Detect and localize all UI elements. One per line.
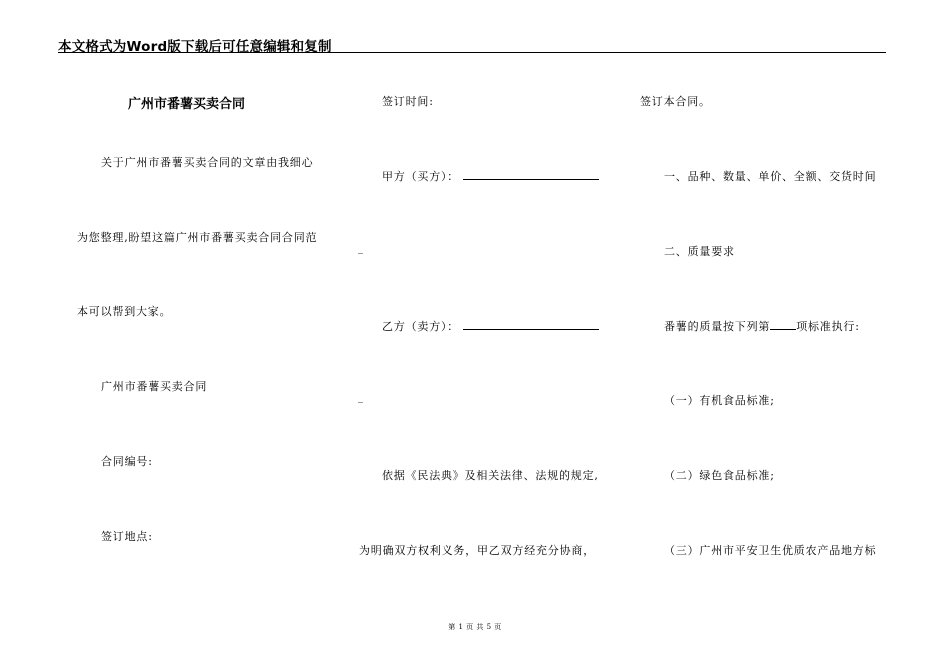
quality-standard-line [664,318,860,334]
contract-number-label: 合同编号: [101,455,153,468]
document-title: 广州市番薯买卖合同 [128,97,246,112]
party-a-row [382,168,599,184]
party-b-tail: _ [358,392,363,403]
contract-name: 广州市番薯买卖合同 [101,380,208,393]
quality-prefix: 番薯的质量按下列第 [664,320,771,333]
clause-1-heading: 一、品种、数量、单价、全额、交货时间 [664,170,877,183]
basis-line-1: 依据《民法典》及相关法律、法规的规定, [382,469,599,482]
sign-place-label: 签订地点: [101,530,153,543]
clause-2-heading: 二、质量要求 [664,245,735,258]
sign-time-label: 签订时间: [382,95,434,108]
page-footer: 第 1 页 共 5 页 [448,623,502,631]
document-header: 本文格式为Word版下载后可任意编辑和复制 [58,39,332,55]
standard-item-3: （三）广州市平安卫生优质农产品地方标 [664,544,877,557]
party-b-row [382,318,599,334]
quality-suffix: 项标准执行: [796,320,860,333]
standard-item-2: （二）绿色食品标准; [664,469,775,482]
sign-contract-line: 签订本合同。 [640,95,711,108]
intro-line-3: 本可以帮到大家。 [77,305,172,318]
party-a-blank-line [463,170,599,180]
party-b-blank-line [463,320,599,330]
party-a-tail: _ [358,243,363,254]
party-b-label: 乙方（卖方）： [382,320,460,333]
standard-item-1: （一）有机食品标准; [664,394,775,407]
intro-line-2: 为您整理,盼望这篇广州市番薯买卖合同合同范 [77,231,318,244]
header-divider [58,52,886,53]
basis-line-2: 为明确双方权利义务，甲乙双方经充分协商， [359,544,595,557]
intro-line-1: 关于广州市番薯买卖合同的文章由我细心 [101,156,314,169]
party-a-label: 甲方（买方）： [382,170,460,183]
quality-blank-line [770,320,796,330]
